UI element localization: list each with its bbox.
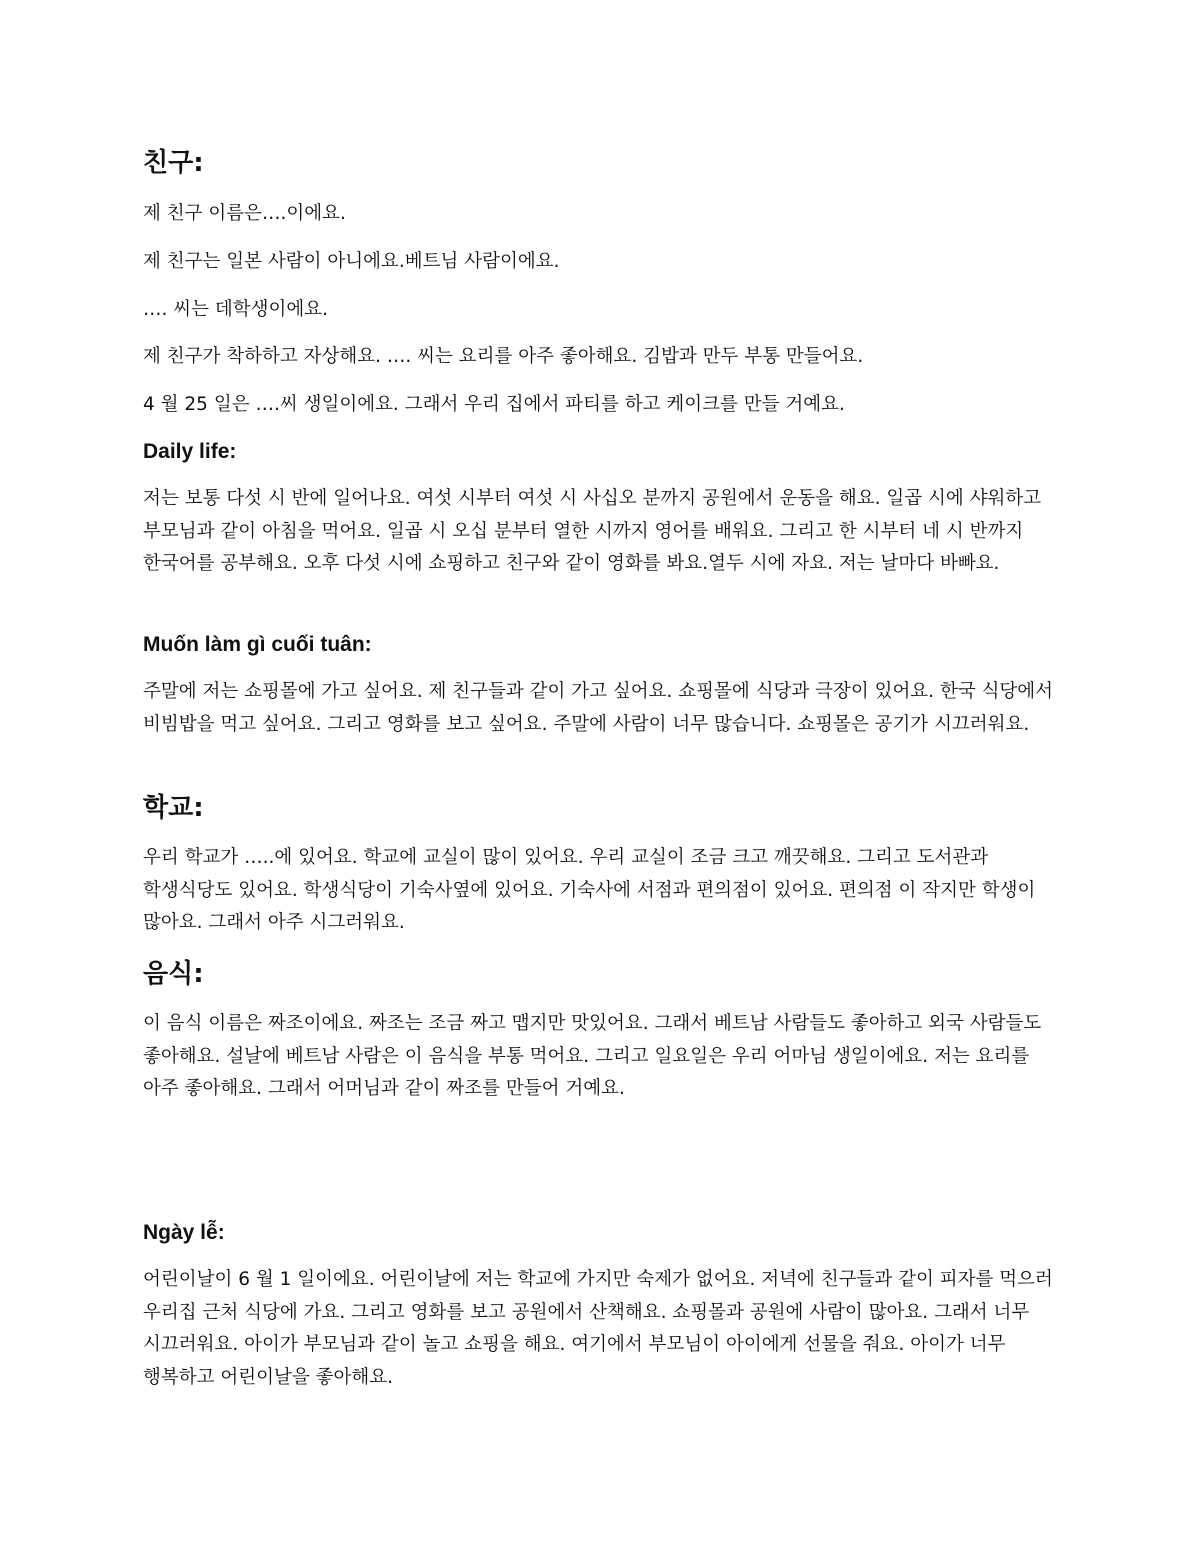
daily-life-paragraph: 저는 보통 다섯 시 반에 일어나요. 여섯 시부터 여섯 시 사십오 분까지 공원에서 운동을 해요. 일곱 시에 샤워하고 부모님과 같이 아침을 먹어요. 일곱 시 오십 분부터 열한 시까지 영어를 배워요. 그리고 한 시부터 네 시 반까지 한국어를 공부해요. 오후 다섯 시에 쇼핑하고 친구와 같이 영화를 봐요.열두 시에 자요. 저는 날마다 바빠요. (143, 488, 1042, 574)
friend-line-4: 제 친구가 착하하고 자상해요. …. 씨는 요리를 아주 좋아해요. 김밥과 만두 부통 만들어요. (143, 346, 864, 367)
friend-line-1: 제 친구 이름은….이에요. (143, 203, 346, 224)
heading-school: 학교: (143, 793, 204, 823)
heading-food: 음식: (143, 959, 204, 989)
school-paragraph: 우리 학교가 …..에 있어요. 학교에 교실이 많이 있어요. 우리 교실이 조금 크고 깨끗해요. 그리고 도서관과 학생식당도 있어요. 학생식당이 기숙사옆에 있어요. 기숙사에 서점과 편의점이 있어요. 편의점 이 작지만 학생이 많아요. 그래서 아주 시그러워요. (143, 847, 1036, 933)
friend-line-3: …. 씨는 데학생이에요. (143, 299, 328, 320)
heading-daily-life: Daily life: (143, 440, 237, 463)
heading-weekend: Muốn làm gì cuối tuân: (143, 633, 372, 656)
heading-friend: 친구: (143, 148, 204, 178)
weekend-paragraph: 주말에 저는 쇼핑몰에 가고 싶어요. 제 친구들과 같이 가고 싶어요. 쇼핑몰에 식당과 극장이 있어요. 한국 식당에서 비빔밥을 먹고 싶어요. 그리고 영화를 보고 싶어요. 주말에 사람이 너무 많습니다. 쇼핑몰은 공기가 시끄러워요. (143, 681, 1054, 735)
friend-line-5: 4 월 25 일은 ….씨 생일이에요. 그래서 우리 집에서 파티를 하고 케이크를 만들 거예요. (143, 394, 845, 415)
holiday-paragraph: 어린이날이 6 월 1 일이에요. 어린이날에 저는 학교에 가지만 숙제가 없어요. 저녁에 친구들과 같이 피자를 먹으러 우리집 근처 식당에 가요. 그리고 영화를 보고 공원에서 산책해요. 쇼핑몰과 공원에 사람이 많아요. 그래서 너무 시끄러워요. 아이가 부모님과 같이 놀고 쇼핑을 해요. 여기에서 부모님이 아이에게 선물을 줘요. 아이가 너무 행복하고 어린이날을 좋아해요. (143, 1269, 1053, 1388)
food-paragraph: 이 음식 이름은 짜조이에요. 짜조는 조금 짜고 맵지만 맛있어요. 그래서 베트남 사람들도 좋아하고 외국 사람들도 좋아해요. 설날에 베트남 사람은 이 음식을 부통 먹어요. 그리고 일요일은 우리 어마님 생일이에요. 저는 요리를 아주 좋아해요. 그래서 어머님과 같이 짜조를 만들어 거예요. (143, 1013, 1042, 1099)
heading-holiday: Ngày lễ: (143, 1221, 225, 1244)
friend-line-2: 제 친구는 일본 사람이 아니에요.베트님 사람이에요. (143, 251, 560, 272)
